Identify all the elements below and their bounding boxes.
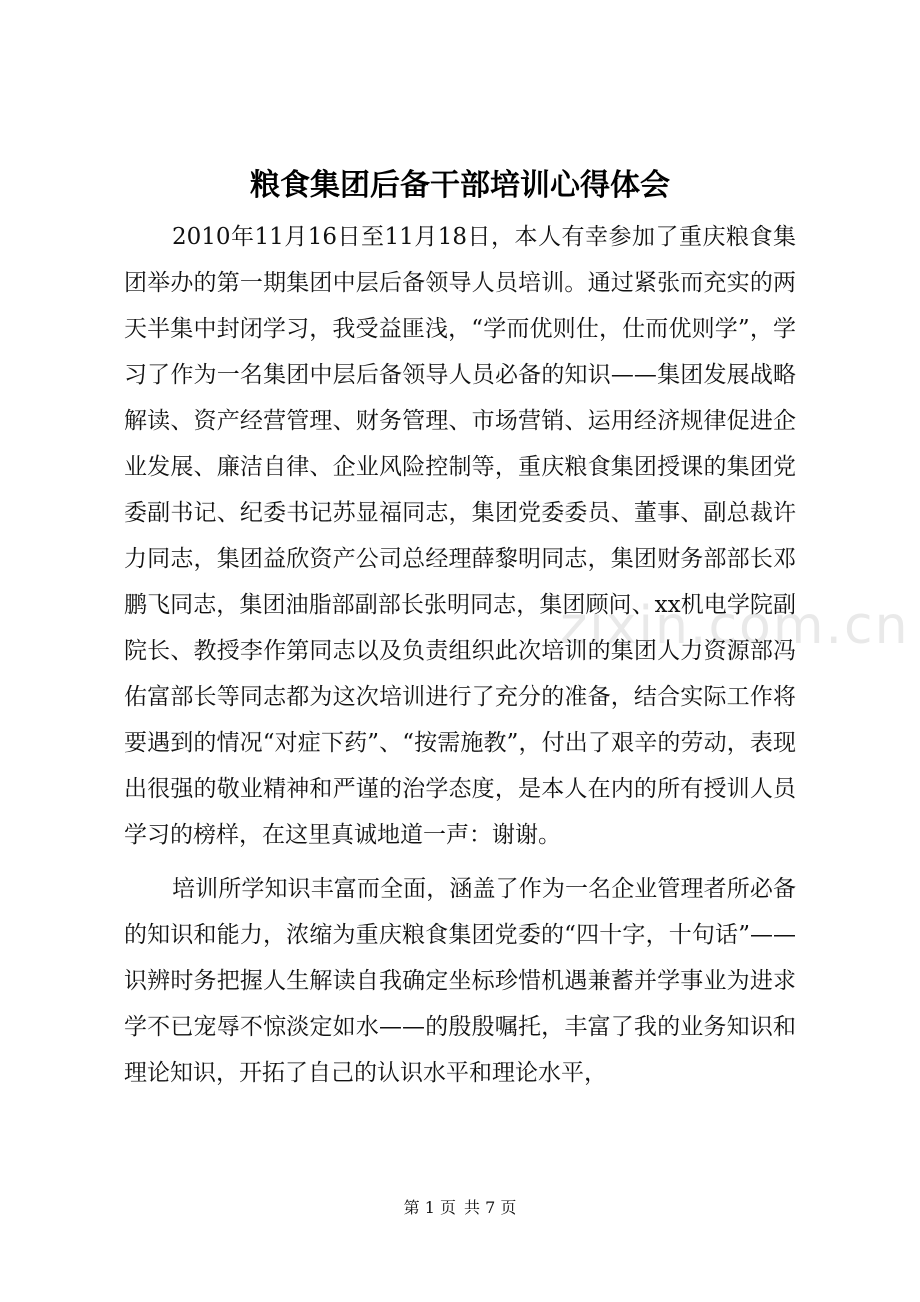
page-footer [0, 1196, 920, 1220]
paragraph-2: 培训所学知识丰富而全面，涵盖了作为一名企业管理者所必备的知识和能力，浓缩为重庆粮食集团党委的“四十字，十句话”——识辨时务把握人生解读自我确定坐标珍惜机遇兼蓄并学事业为进求学不已宠辱不惊淡定如水——的殷殷嘱托，丰富了我的业务知识和理论知识，开拓了自己的认识水平和理论水平， [124, 876, 796, 1086]
page-number-current: 第 1 页 [403, 1198, 456, 1217]
document-body [124, 214, 796, 1096]
page-number-total: 共 7 页 [464, 1198, 517, 1217]
document-title: 粮食集团后备干部培训心得体会 [250, 168, 670, 203]
paragraph-1: 2010年11月16日至11月18日，本人有幸参加了重庆粮食集团举办的第一期集团中层后备领导人员培训。通过紧张而充实的两天半集中封闭学习，我受益匪浅，“学而优则仕，仕而优则学”，学习了作为一名集团中层后备领导人员必备的知识——集团发展战略解读、资产经营管理、财务管理、市场营销、运用经济规律促进企业发展、廉洁自律、企业风险控制等，重庆粮食集团授课的集团党委副书记、纪委书记苏显福同志，集团党委委员、董事、副总裁许力同志，集团益欣资产公司总经理薛黎明同志，集团财务部部长邓鹏飞同志，集团油脂部副部长张明同志，集团顾问、xx机电学院副院长、教授李作第同志以及负责组织此次培训的集团人力资源部冯佑富部长等同志都为这次培训进行了充分的准备，结合实际工作将要遇到的情况“对症下药”、“按需施教”，付出了艰辛的劳动，表现出很强的敬业精神和严谨的治学态度，是本人在内的所有授训人员学习的榜样，在这里真诚地道一声：谢谢。 [124, 224, 796, 848]
watermark: zixin.com.cn [560, 596, 910, 656]
